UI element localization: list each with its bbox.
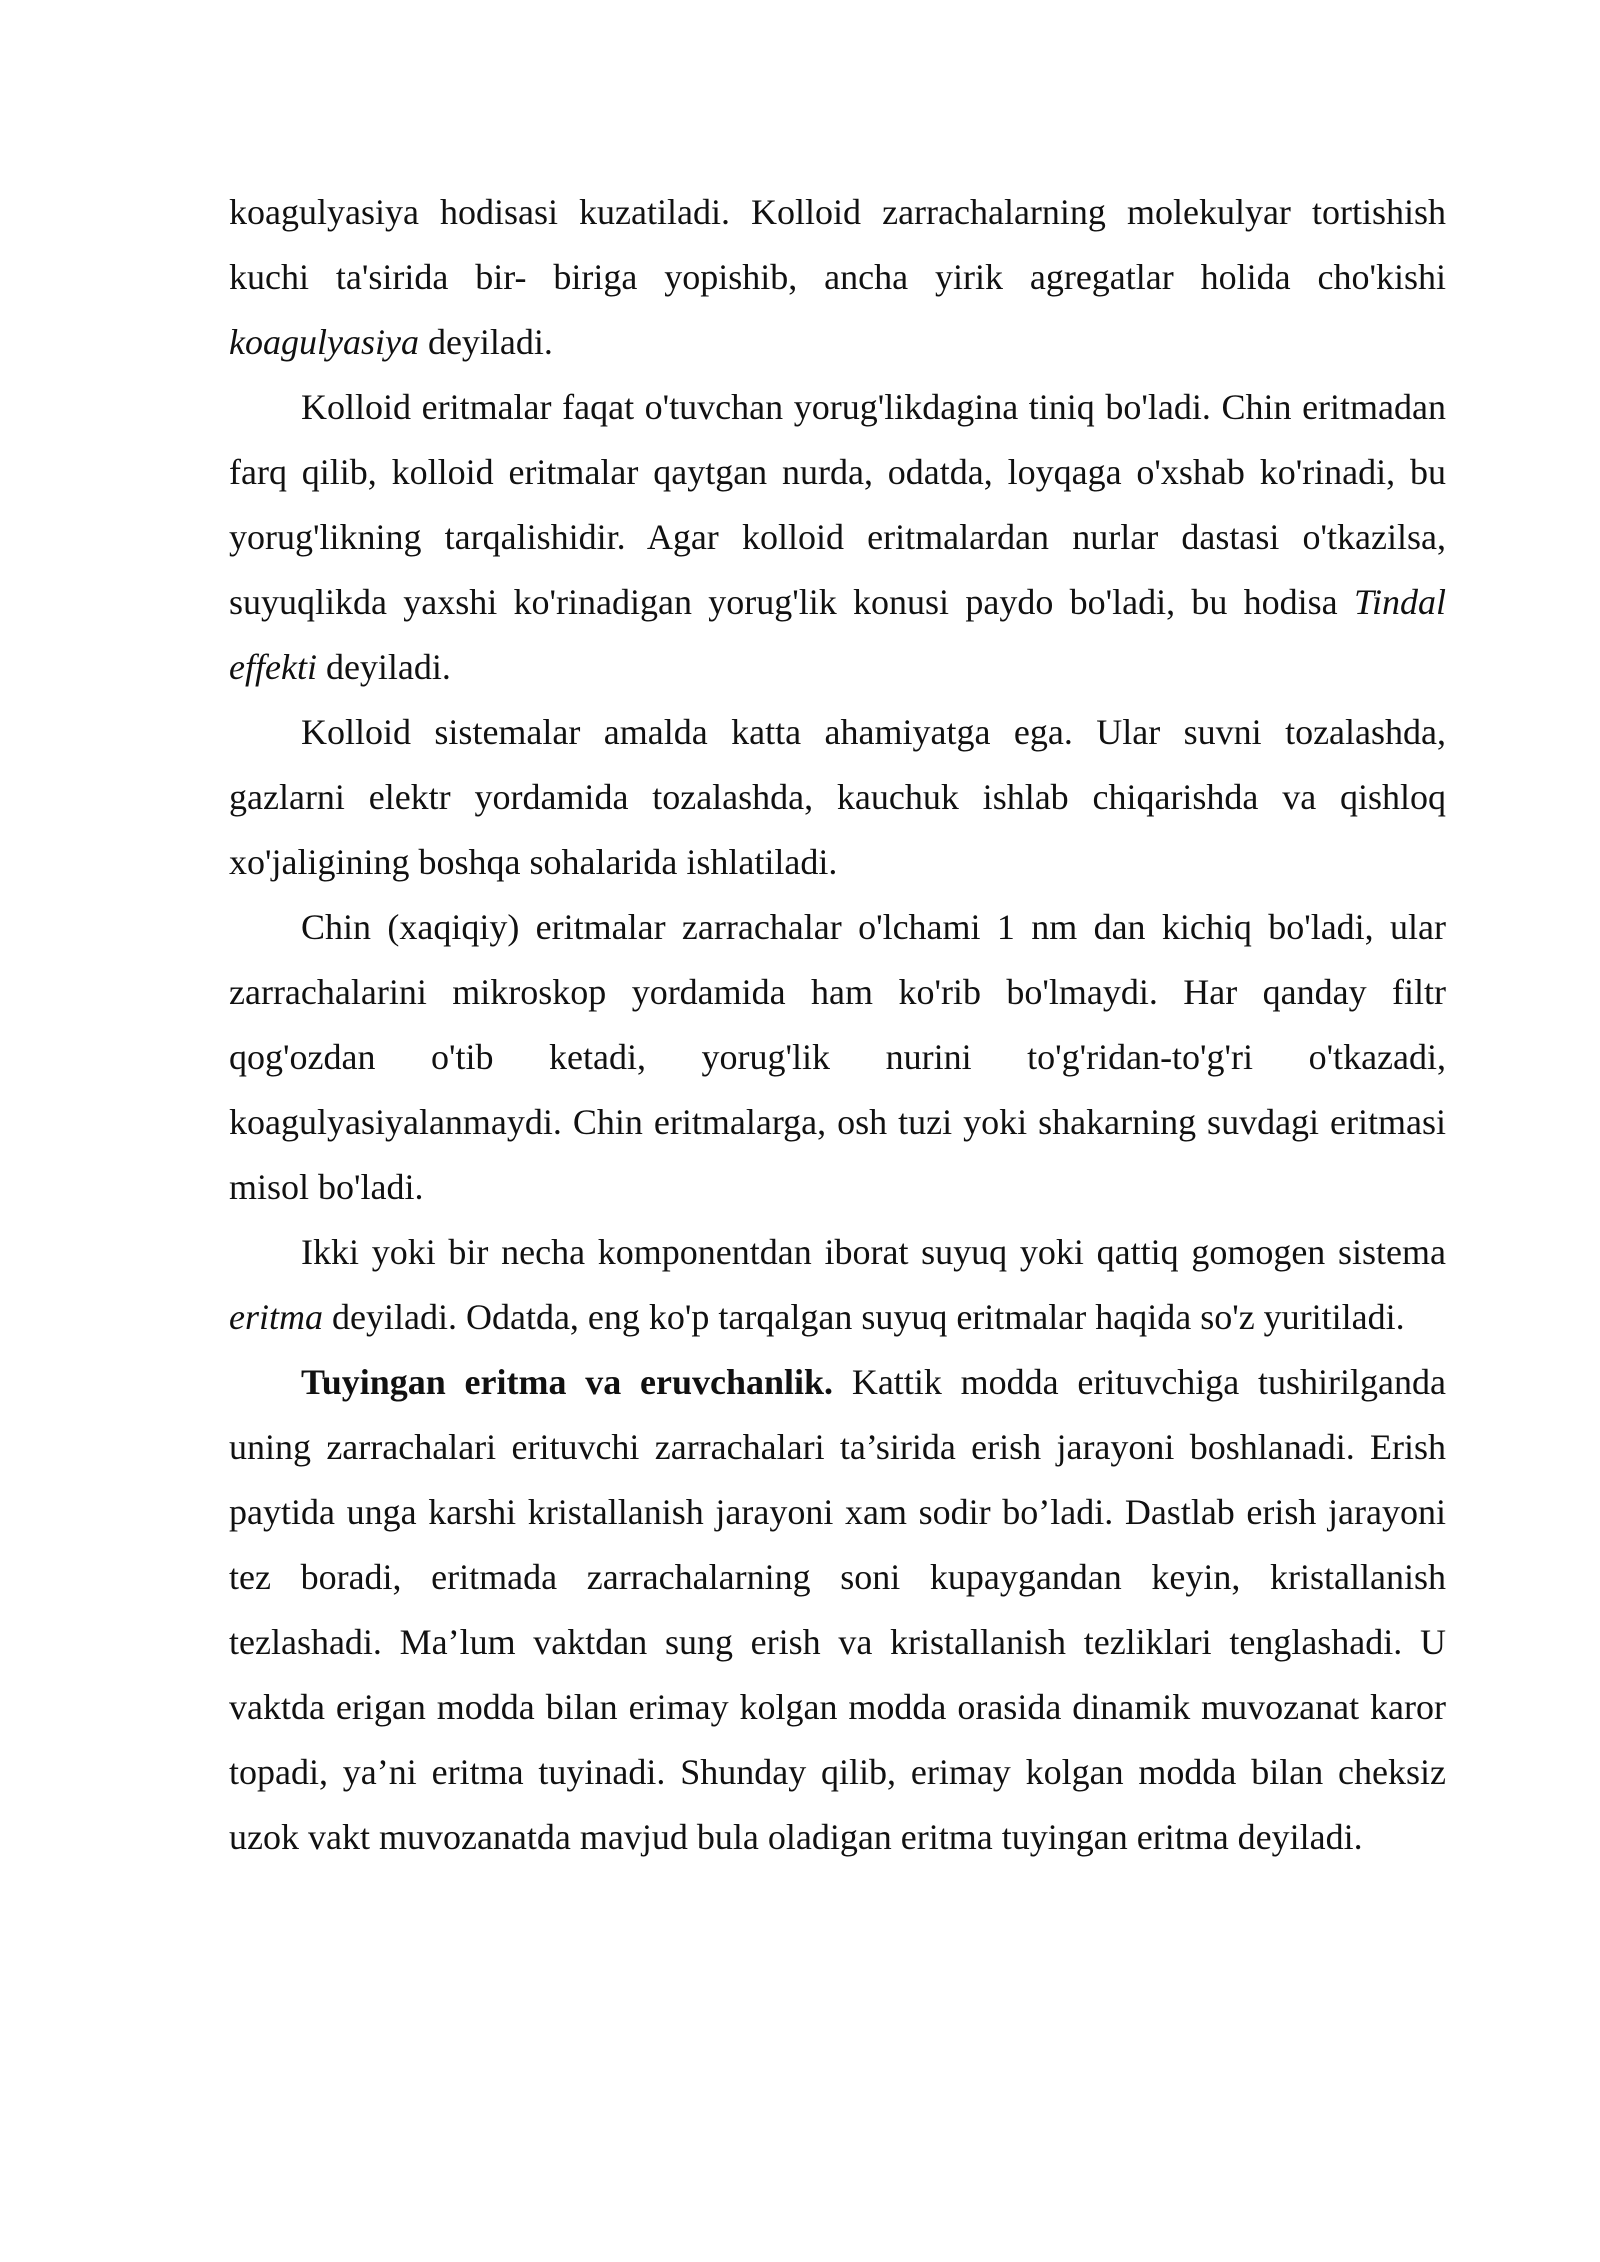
paragraph-true-solutions <box>229 895 1446 1220</box>
paragraph-text: deyiladi. <box>418 322 553 362</box>
paragraph-text: deyiladi. Odatda, eng ko'p tarqalgan suyuq eritmalar haqida so'z yuritiladi. <box>323 1297 1405 1337</box>
term-eritma: eritma <box>229 1297 323 1337</box>
section-heading: Tuyingan eritma va eruvchanlik. <box>301 1362 834 1402</box>
paragraph-text: koagulyasiya hodisasi kuzatiladi. Kolloid zarrachalarning molekulyar tortishish kuchi ta'sirida bir- biriga yopishib, ancha yirik agregatlar holida cho'kishi <box>229 192 1446 297</box>
paragraph-colloid-uses <box>229 700 1446 895</box>
paragraph-text: Kolloid sistemalar amalda katta ahamiyatga ega. Ular suvni tozalashda, gazlarni elektr yordamida tozalashda, kauchuk ishlab chiqarishda va qishloq xo'jaligining boshqa sohalarida ishlatiladi. <box>229 712 1446 882</box>
paragraph-coagulation <box>229 180 1446 375</box>
paragraph-solution-definition <box>229 1220 1446 1350</box>
paragraph-text: deyiladi. <box>316 647 451 687</box>
document-body <box>229 180 1446 1870</box>
paragraph-text: Chin (xaqiqiy) eritmalar zarrachalar o'lchami 1 nm dan kichiq bo'ladi, ular zarrachalarini mikroskop yordamida ham ko'rib bo'lmaydi. Har qanday filtr qog'ozdan o'tib ketadi, yorug'lik nurini to'g'ridan-to'g'ri o'tkazadi, koagulyasiyalanmaydi. Chin eritmalarga, osh tuzi yoki shakarning suvdagi eritmasi misol bo'ladi. <box>229 907 1446 1207</box>
paragraph-text: Kolloid eritmalar faqat o'tuvchan yorug'likdagina tiniq bo'ladi. Chin eritmadan farq qilib, kolloid eritmalar qaytgan nurda, odatda, loyqaga o'xshab ko'rinadi, bu yorug'likning tarqalishidir. Agar kolloid eritmalardan nurlar dastasi o'tkazilsa, suyuqlikda yaxshi ko'rinadigan yorug'lik konusi paydo bo'ladi, bu hodisa <box>229 387 1446 622</box>
paragraph-tyndall <box>229 375 1446 700</box>
paragraph-saturated-solution <box>229 1350 1446 1870</box>
paragraph-text: Ikki yoki bir necha komponentdan iborat suyuq yoki qattiq gomogen sistema <box>301 1232 1446 1272</box>
term-tindal-effekti: Tindal effekti <box>229 582 1446 687</box>
paragraph-text: Kattik modda erituvchiga tushirilganda uning zarrachalari erituvchi zarrachalari ta’sirida erish jarayoni boshlanadi. Erish paytida unga karshi kristallanish jarayoni xam sodir bo’ladi. Dastlab erish jarayoni tez boradi, eritmada zarrachalarning soni kupaygandan keyin, kristallanish tezlashadi. Ma’lum vaktdan sung erish va kristallanish tezliklari tenglashadi. U vaktda erigan modda bilan erimay kolgan modda orasida dinamik muvozanat karor topadi, ya’ni eritma tuyinadi. Shunday qilib, erimay kolgan modda bilan cheksiz uzok vakt muvozanatda mavjud bula oladigan eritma tuyingan eritma deyiladi. <box>229 1362 1447 1857</box>
term-koagulyasiya: koagulyasiya <box>229 322 419 362</box>
